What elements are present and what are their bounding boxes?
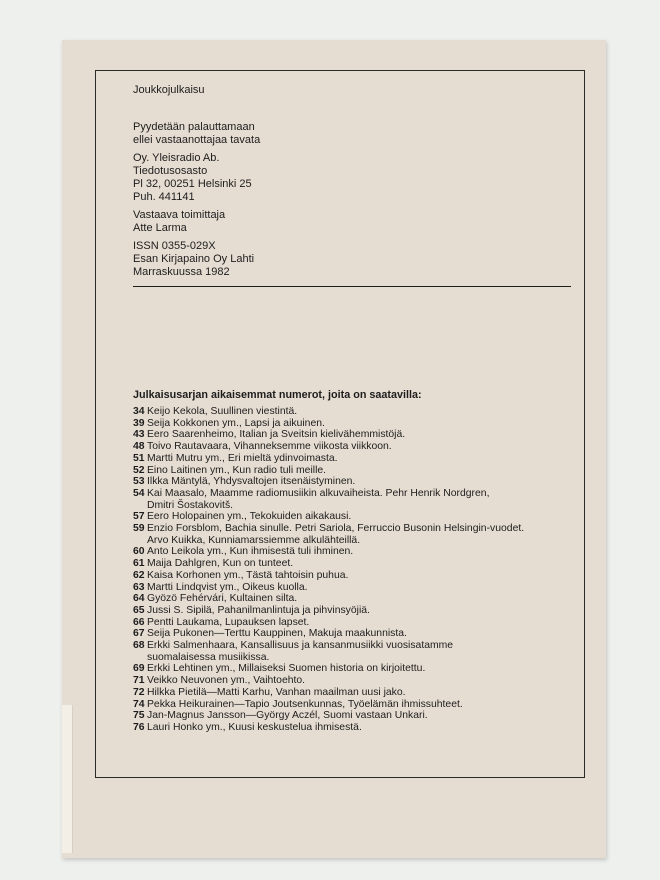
- publication-number: 39: [133, 417, 145, 429]
- publication-text: Ilkka Mäntylä, Yhdysvaltojen itsenäistyminen.: [147, 476, 356, 488]
- series-name: Joukkojulkaisu: [133, 84, 205, 96]
- publication-number: 63: [133, 581, 145, 593]
- publication-entry: [147, 523, 581, 546]
- publication-item: [133, 523, 581, 546]
- publication-text: Martti Mutru ym., Eri mieltä ydinvoimasta.: [147, 452, 338, 464]
- address-line-3: Pl 32, 00251 Helsinki 25: [133, 178, 252, 190]
- publication-item: [133, 722, 581, 734]
- publication-number: 53: [133, 476, 145, 488]
- publication-entry: [147, 687, 581, 699]
- publication-number: 57: [133, 511, 145, 523]
- publication-item: [133, 663, 581, 675]
- publication-text: Jan-Magnus Jansson—György Aczél, Suomi vastaan Unkari.: [147, 710, 428, 722]
- publication-item: [133, 640, 581, 663]
- publication-item: [133, 593, 581, 605]
- publication-text: Erkki Lehtinen ym., Millaiseksi Suomen historia on kirjoitettu.: [147, 663, 426, 675]
- publication-entry: [147, 605, 581, 617]
- publication-item: [133, 558, 581, 570]
- publication-item: [133, 511, 581, 523]
- publication-entry: [147, 546, 581, 558]
- publication-item: [133, 429, 581, 441]
- publication-entry: [147, 441, 581, 453]
- publication-entry: [147, 511, 581, 523]
- publication-text: Seija Pukonen—Terttu Kauppinen, Makuja maakunnista.: [147, 628, 407, 640]
- publication-text: Eino Laitinen ym., Kun radio tuli meille.: [147, 464, 327, 476]
- publication-item: [133, 488, 581, 511]
- publication-entry: [147, 418, 581, 430]
- publication-item: [133, 570, 581, 582]
- publication-entry: [147, 699, 581, 711]
- publication-number: 52: [133, 464, 145, 476]
- publication-entry: [147, 617, 581, 629]
- publication-text: Pekka Heikurainen—Tapio Joutsenkunnas, Työelämän ihmissuhteet.: [147, 698, 463, 710]
- publication-entry: [147, 663, 581, 675]
- publication-text: Kaisa Korhonen ym., Tästä tahtoisin puhua.: [147, 569, 349, 581]
- publication-number: 54: [133, 487, 145, 499]
- editor-line-2: Atte Larma: [133, 222, 187, 234]
- publication-text: Gyözö Fehérvári, Kultainen silta.: [147, 593, 298, 605]
- publication-text: Erkki Salmenhaara, Kansallisuus ja kansanmusiikki vuosisatamme: [147, 640, 454, 652]
- publication-item: [133, 453, 581, 465]
- publication-entry: [147, 570, 581, 582]
- publication-number: 59: [133, 523, 145, 535]
- publication-number: 76: [133, 721, 145, 733]
- publication-text: Eero Saarenheimo, Italian ja Sveitsin kielivähemmistöjä.: [147, 429, 406, 441]
- publication-number: 71: [133, 675, 145, 687]
- publication-item: [133, 687, 581, 699]
- date-line: Marraskuussa 1982: [133, 266, 230, 278]
- publication-item: [133, 675, 581, 687]
- return-line-1: Pyydetään palauttamaan: [133, 121, 255, 133]
- publication-entry: [147, 476, 581, 488]
- publication-text: Enzio Forsblom, Bachia sinulle. Petri Sariola, Ferruccio Busonin Helsingin-vuodet.: [147, 523, 525, 535]
- publication-entry: [147, 710, 581, 722]
- publication-number: 74: [133, 698, 145, 710]
- publication-number: 65: [133, 604, 145, 616]
- publication-number: 43: [133, 429, 145, 441]
- list-title: Julkaisusarjan aikaisemmat numerot, joita on saatavilla:: [133, 389, 422, 401]
- publication-text: Anto Leikola ym., Kun ihmisestä tuli ihminen.: [147, 546, 354, 558]
- publication-number: 67: [133, 628, 145, 640]
- publication-number: 62: [133, 569, 145, 581]
- address-line-4: Puh. 441141: [133, 191, 195, 203]
- return-line-2: ellei vastaanottajaa tavata: [133, 134, 261, 146]
- publication-number: 64: [133, 593, 145, 605]
- publication-number: 75: [133, 710, 145, 722]
- publication-item: [133, 699, 581, 711]
- publication-text: Lauri Honko ym., Kuusi keskustelua ihmisestä.: [147, 721, 362, 733]
- publication-text: Eero Holopainen ym., Tekokuiden aikakausi.: [147, 511, 352, 523]
- publication-entry: [147, 628, 581, 640]
- publication-entry: [147, 488, 581, 511]
- editor-line-1: Vastaava toimittaja: [133, 209, 226, 221]
- publication-number: 68: [133, 640, 145, 652]
- publication-item: [133, 406, 581, 418]
- publication-text-continued: Arvo Kuikka, Kunniamarssiemme alkulähteillä.: [147, 534, 361, 546]
- publication-text: Kai Maasalo, Maamme radiomusiikin alkuvaiheista. Pehr Henrik Nordgren,: [147, 487, 490, 499]
- publication-number: 66: [133, 616, 145, 628]
- publication-text: Seija Kokkonen ym., Lapsi ja aikuinen.: [147, 417, 325, 429]
- publication-entry: [147, 429, 581, 441]
- publication-entry: [147, 406, 581, 418]
- publication-entry: [147, 558, 581, 570]
- address-line-1: Oy. Yleisradio Ab.: [133, 152, 220, 164]
- publication-item: [133, 465, 581, 477]
- publication-number: 34: [133, 406, 145, 417]
- publication-list: [133, 406, 581, 734]
- publication-text: Martti Lindqvist ym., Oikeus kuolla.: [147, 581, 308, 593]
- publication-text: Toivo Rautavaara, Vihanneksemme viikosta viikkoon.: [147, 441, 392, 453]
- publication-number: 51: [133, 452, 145, 464]
- publication-item: [133, 617, 581, 629]
- printer-line: Esan Kirjapaino Oy Lahti: [133, 253, 255, 265]
- publication-text-continued: suomalaisessa musiikissa.: [147, 651, 270, 663]
- publication-item: [133, 710, 581, 722]
- publication-number: 60: [133, 546, 145, 558]
- publication-entry: [147, 453, 581, 465]
- publication-item: [133, 628, 581, 640]
- publication-item: [133, 605, 581, 617]
- publication-item: [133, 418, 581, 430]
- publication-item: [133, 582, 581, 594]
- publication-entry: [147, 582, 581, 594]
- publication-text: Hilkka Pietilä—Matti Karhu, Vanhan maailman uusi jako.: [147, 686, 406, 698]
- binding-spine: [62, 705, 73, 853]
- publication-entry: [147, 675, 581, 687]
- publication-number: 69: [133, 663, 145, 675]
- publication-number: 48: [133, 441, 145, 453]
- publication-entry: [147, 593, 581, 605]
- publication-text-continued: Dmitri Šostakovitš.: [147, 499, 234, 511]
- publication-item: [133, 441, 581, 453]
- publication-entry: [147, 465, 581, 477]
- address-line-2: Tiedotusosasto: [133, 165, 208, 177]
- publication-text: Pentti Laukama, Lupauksen lapset.: [147, 616, 310, 628]
- publication-text: Maija Dahlgren, Kun on tunteet.: [147, 558, 294, 570]
- publication-text: Keijo Kekola, Suullinen viestintä.: [147, 406, 298, 417]
- publication-number: 61: [133, 558, 145, 570]
- issn-line: ISSN 0355-029X: [133, 240, 216, 252]
- publication-text: Jussi S. Sipilä, Pahanilmanlintuja ja pihvinsyöjiä.: [147, 604, 370, 616]
- publication-item: [133, 546, 581, 558]
- publication-number: 72: [133, 686, 145, 698]
- publication-entry: [147, 722, 581, 734]
- publication-entry: [147, 640, 581, 663]
- publication-text: Veikko Neuvonen ym., Vaihtoehto.: [147, 675, 306, 687]
- divider-rule: [133, 286, 571, 287]
- publication-item: [133, 476, 581, 488]
